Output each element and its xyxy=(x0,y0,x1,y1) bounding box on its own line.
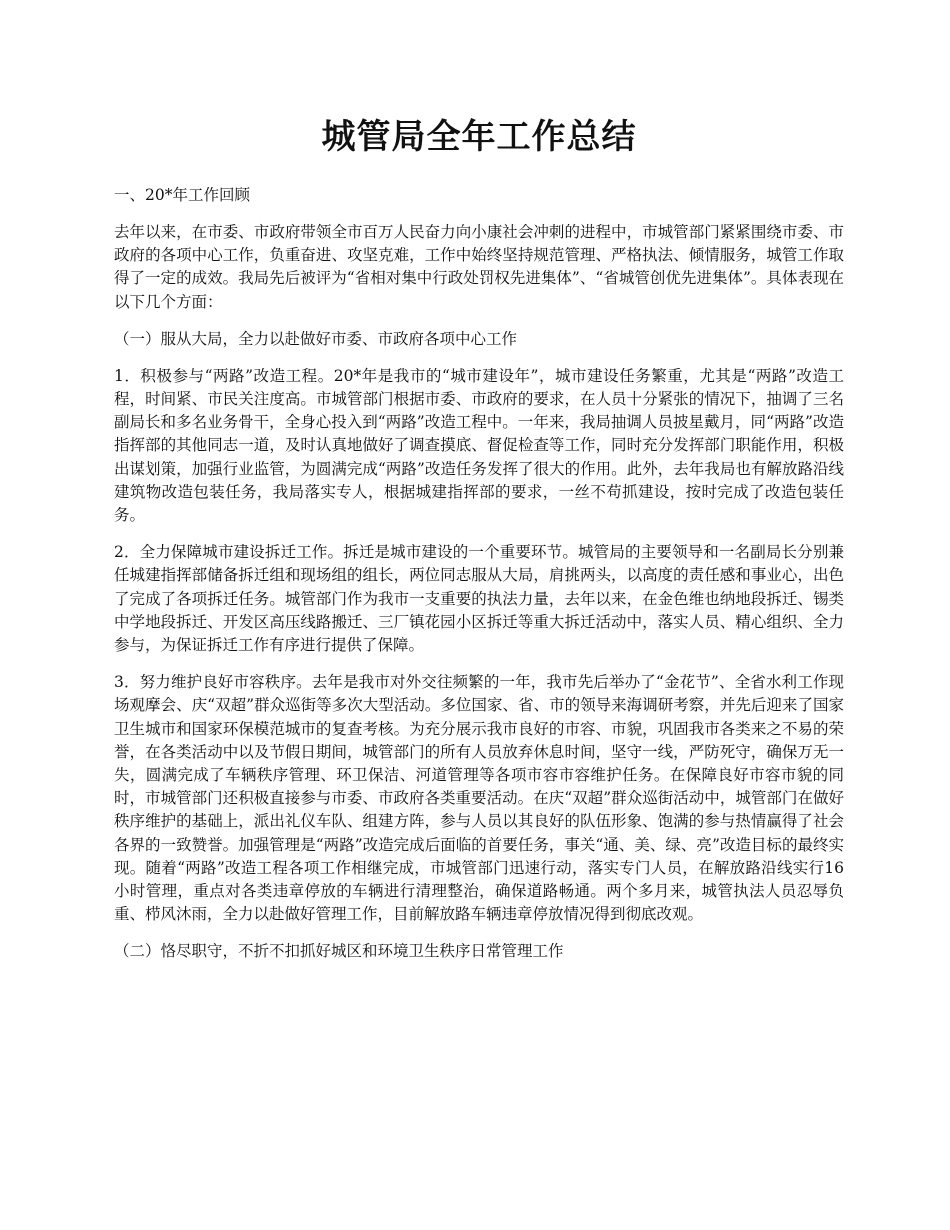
item-paragraph-3: 3．努力维护良好市容秩序。去年是我市对外交往频繁的一年，我市先后举办了“金花节”、全省水利工作现场观摩会、庆“双超”群众巡街等多次大型活动。多位国家、省、市的领导来海调研考察，并先后迎来了国家卫生城市和国家环保模范城市的复查考核。为充分展示我市良好的市容、市貌，巩固我市各类来之不易的荣誉，在各类活动中以及节假日期间，城管部门的所有人员放弃休息时间，坚守一线，严防死守，确保万无一失，圆满完成了车辆秩序管理、环卫保洁、河道管理等各项市容市容维护任务。在保障良好市容市貌的同时，市城管部门还积极直接参与市委、市政府各类重要活动。在庆“双超”群众巡街活动中，城管部门在做好秩序维护的基础上，派出礼仪车队、组建方阵，参与人员以其良好的队伍形象、饱满的参与热情赢得了社会各界的一致赞誉。加强管理是“两路”改造完成后面临的首要任务，事关“通、美、绿、亮”改造目标的最终实现。随着“两路”改造工程各项工作相继完成，市城管部门迅速行动，落实专门人员，在解放路沿线实行16小时管理，重点对各类违章停放的车辆进行清理整治，确保道路畅通。两个多月来，城管执法人员忍辱负重、栉风沐雨，全力以赴做好管理工作，目前解放路车辆违章停放情况得到彻底改观。 xyxy=(114,673,844,924)
intro-paragraph: 去年以来，在市委、市政府带领全市百万人民奋力向小康社会冲刺的进程中，市城管部门紧紧围绕市委、市政府的各项中心工作，负重奋进、攻坚克难，工作中始终坚持规范管理、严格执法、倾情服务，城管工作取得了一定的成效。我局先后被评为“省相对集中行政处罚权先进集体”、“省城管创优先进集体”。具体表现在以下几个方面： xyxy=(114,223,844,311)
subsection-heading-1: （一）服从大局，全力以赴做好市委、市政府各项中心工作 xyxy=(114,329,518,348)
section-heading-review: 一、20*年工作回顾 xyxy=(114,186,250,204)
document-title: 城管局全年工作总结 xyxy=(321,117,637,157)
subsection-heading-2: （二）恪尽职守，不折不扣抓好城区和环境卫生秩序日常管理工作 xyxy=(114,942,564,961)
item-paragraph-2: 2．全力保障城市建设拆迁工作。拆迁是城市建设的一个重要环节。城管局的主要领导和一名副局长分别兼任城建指挥部储备拆迁组和现场组的组长，两位同志服从大局，肩挑两头，以高度的责任感和事业心，出色了完成了各项拆迁任务。城管部门作为我市一支重要的执法力量，去年以来，在金色维也纳地段拆迁、锡类中学地段拆迁、开发区高压线路搬迁、三厂镇花园小区拆迁等重大拆迁活动中，落实人员、精心组织、全力参与，为保证拆迁工作有序进行提供了保障。 xyxy=(114,543,844,655)
item-paragraph-1: 1．积极参与“两路”改造工程。20*年是我市的“城市建设年”，城市建设任务繁重，尤其是“两路”改造工程，时间紧、市民关注度高。市城管部门根据市委、市政府的要求，在人员十分紧张的情况下，抽调了三名副局长和多名业务骨干，全身心投入到“两路”改造工程中。一年来，我局抽调人员披星戴月，同“两路”改造指挥部的其他同志一道，及时认真地做好了调查摸底、督促检查等工作，同时充分发挥部门职能作用，积极出谋划策，加强行业监管，为圆满完成“两路”改造任务发挥了很大的作用。此外，去年我局也有解放路沿线建筑物改造包装任务，我局落实专人，根据城建指挥部的要求，一丝不苟抓建设，按时完成了改造包装任务。 xyxy=(114,366,844,525)
document-page xyxy=(114,0,844,963)
